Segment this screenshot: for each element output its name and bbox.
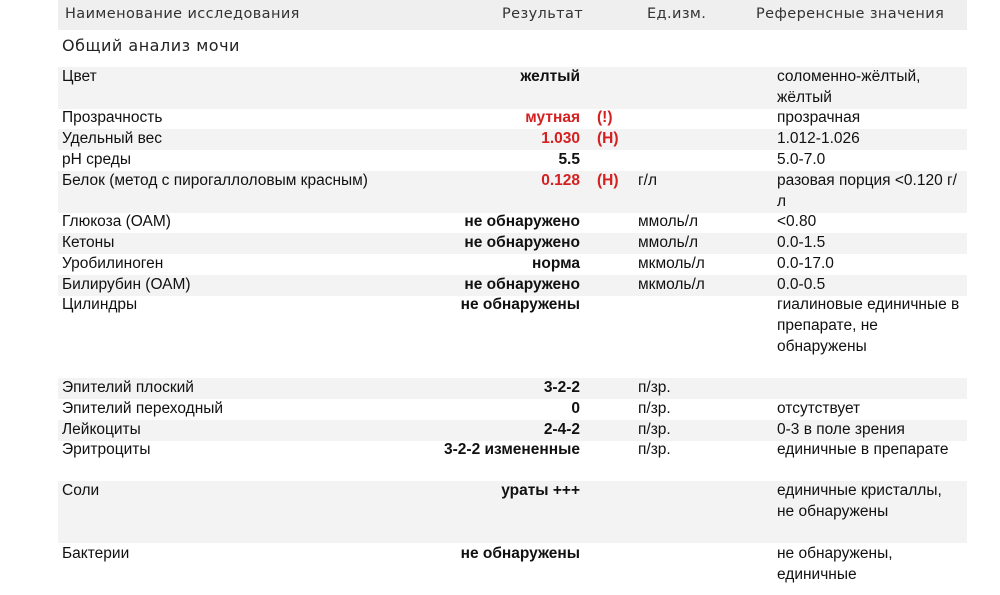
row-result: ураты +++ (501, 482, 580, 499)
section-title: Общий анализ мочи (62, 36, 240, 55)
row-flag: (Н) (597, 172, 619, 189)
row-result: 2-4-2 (543, 421, 580, 438)
row-name: Глюкоза (ОАМ) (62, 213, 171, 230)
header-reference: Референсные значения (756, 6, 945, 22)
table-row (58, 399, 967, 420)
row-result: не обнаружены (460, 545, 580, 562)
row-name: Удельный вес (62, 130, 163, 147)
table-row (58, 67, 967, 109)
table-row (58, 295, 967, 378)
row-name: Цвет (62, 68, 97, 85)
table-row (58, 420, 967, 441)
table-row (58, 544, 967, 586)
row-name: Цилиндры (62, 296, 138, 313)
row-reference: гиалиновые единичные в препарате, не обнаружены (777, 296, 960, 355)
header-unit: Ед.изм. (647, 6, 707, 22)
row-result: 0 (571, 400, 580, 417)
row-reference: не обнаружены, единичные (777, 545, 893, 583)
row-name: Уробилиноген (62, 255, 164, 272)
row-result: не обнаружено (464, 234, 580, 251)
row-unit: г/л (638, 172, 658, 189)
row-result: мутная (525, 109, 580, 126)
row-result: 1.030 (541, 130, 580, 147)
row-unit: ммоль/л (638, 234, 699, 251)
table-row (58, 440, 967, 482)
row-name: Кетоны (62, 234, 115, 251)
row-name: Бактерии (62, 545, 130, 562)
row-reference: 1.012-1.026 (777, 130, 860, 147)
row-name: Прозрачность (62, 109, 163, 126)
row-reference: 0.0-1.5 (777, 234, 826, 251)
row-result: 3-2-2 измененные (444, 441, 580, 458)
row-name: Соли (62, 482, 100, 499)
row-reference: <0.80 (777, 213, 817, 230)
row-result: норма (532, 255, 580, 272)
table-row (58, 212, 967, 233)
row-reference: 0.0-0.5 (777, 276, 826, 293)
row-name: Билирубин (ОАМ) (62, 276, 191, 293)
row-unit: п/зр. (638, 421, 671, 438)
row-reference: 5.0-7.0 (777, 151, 826, 168)
row-unit: п/зр. (638, 441, 671, 458)
row-result: не обнаружены (460, 296, 580, 313)
row-unit: п/зр. (638, 379, 671, 396)
table-row (58, 171, 967, 213)
table-row (58, 108, 967, 129)
row-result: 5.5 (558, 151, 580, 168)
row-result: 3-2-2 (543, 379, 580, 396)
table-row (58, 275, 967, 296)
row-unit: п/зр. (638, 400, 671, 417)
row-reference: разовая порция <0.120 г/л (777, 172, 957, 210)
row-unit: ммоль/л (638, 213, 699, 230)
row-reference: 0.0-17.0 (777, 255, 834, 272)
table-row (58, 233, 967, 254)
row-name: pH среды (62, 151, 131, 168)
row-flag: (Н) (597, 130, 619, 147)
table-row (58, 150, 967, 171)
row-name: Эпителий плоский (62, 379, 194, 396)
row-result: не обнаружено (464, 276, 580, 293)
table-row (58, 378, 967, 399)
row-reference: соломенно-жёлтый, жёлтый (777, 68, 921, 106)
row-unit: мкмоль/л (638, 276, 705, 293)
row-reference: единичные в препарате (777, 441, 949, 458)
header-result: Результат (502, 6, 584, 22)
row-reference: прозрачная (777, 109, 861, 126)
row-result: 0.128 (541, 172, 580, 189)
table-row (58, 481, 967, 543)
table-row (58, 254, 967, 275)
table-row (58, 129, 967, 150)
row-name: Белок (метод с пирогаллоловым красным) (62, 172, 368, 189)
row-reference: 0-3 в поле зрения (777, 421, 905, 438)
row-reference: единичные кристаллы, не обнаружены (777, 482, 942, 520)
row-result: не обнаружено (464, 213, 580, 230)
row-result: желтый (520, 68, 580, 85)
header-name: Наименование исследования (65, 6, 300, 22)
row-name: Эритроциты (62, 441, 151, 458)
row-name: Эпителий переходный (62, 400, 224, 417)
row-reference: отсутствует (777, 400, 861, 417)
row-flag: (!) (597, 109, 613, 126)
row-unit: мкмоль/л (638, 255, 705, 272)
row-name: Лейкоциты (62, 421, 141, 438)
